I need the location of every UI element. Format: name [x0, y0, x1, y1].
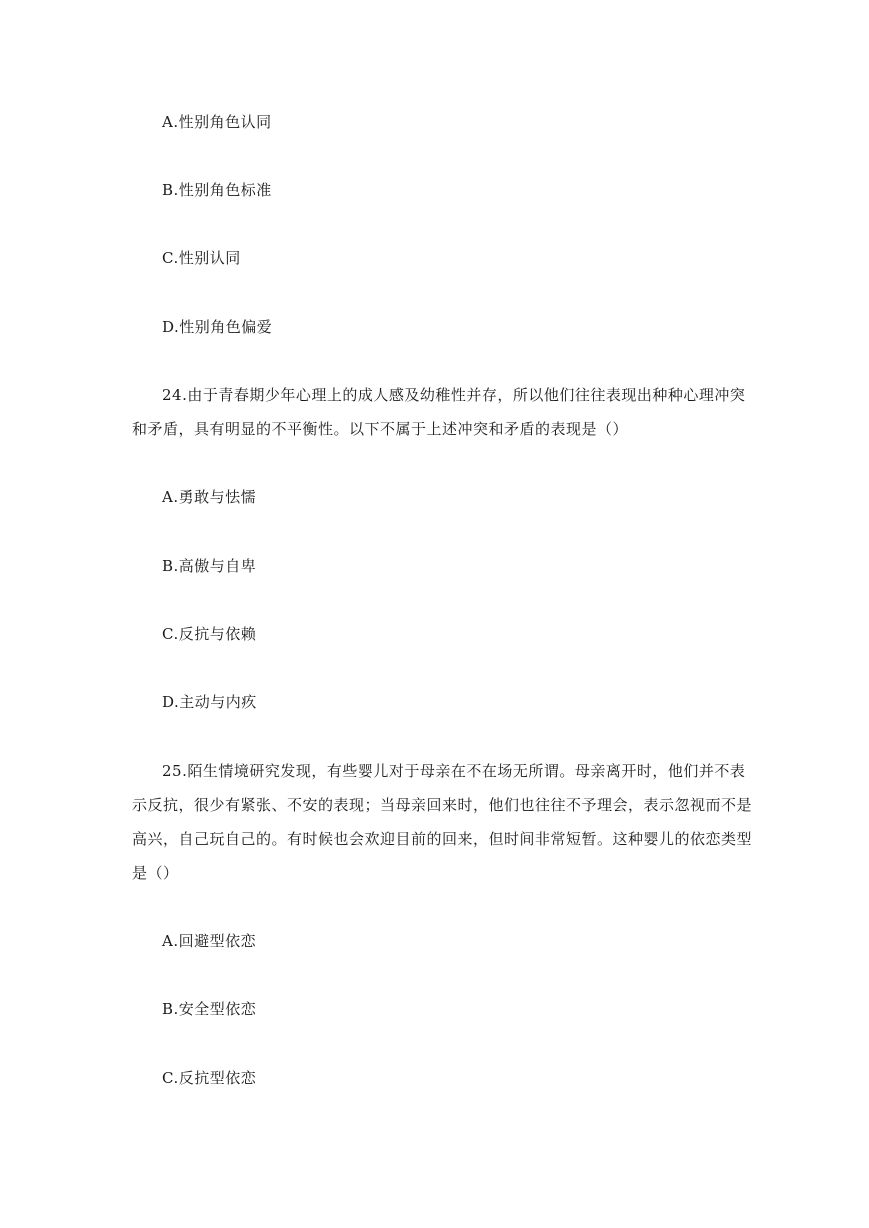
q24-option-b: B.高傲与自卑: [162, 557, 257, 575]
q24-text-line-1: 24.由于青春期少年心理上的成人感及幼稚性并存，所以他们往往表现出种种心理冲突: [162, 386, 746, 404]
q25-option-a: A.回避型依恋: [162, 932, 257, 950]
q24-option-a: A.勇敢与怯懦: [162, 488, 257, 506]
q25-option-c: C.反抗型依恋: [162, 1069, 257, 1087]
q23-option-a: A.性别角色认同: [162, 113, 272, 131]
q24-option-d: D.主动与内疚: [162, 693, 257, 711]
q23-option-b: B.性别角色标准: [162, 181, 272, 199]
q23-option-d: D.性别角色偏爱: [162, 318, 273, 336]
q25-text-line-1: 25.陌生情境研究发现，有些婴儿对于母亲在不在场无所谓。母亲离开时，他们并不表: [162, 762, 746, 780]
q24-option-c: C.反抗与依赖: [162, 625, 257, 643]
q24-text-line-2: 和矛盾，具有明显的不平衡性。以下不属于上述冲突和矛盾的表现是（）: [132, 420, 629, 438]
q25-option-b: B.安全型依恋: [162, 1000, 257, 1018]
q23-option-c: C.性别认同: [162, 249, 241, 267]
q25-text-line-2: 示反抗，很少有紧张、不安的表现；当母亲回来时，他们也往往不予理会，表示忽视而不是: [132, 796, 753, 814]
q25-text-line-4: 是（）: [132, 864, 179, 882]
q25-text-line-3: 高兴，自己玩自己的。有时候也会欢迎目前的回来，但时间非常短暂。这种婴儿的依恋类型: [132, 830, 753, 848]
